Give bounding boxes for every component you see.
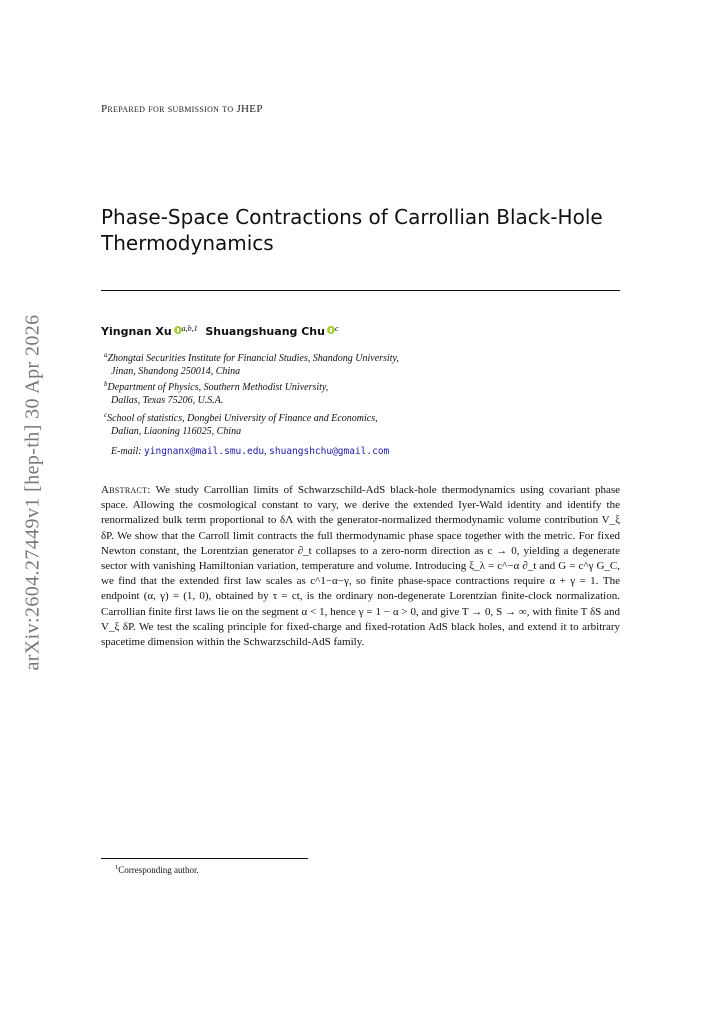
affiliation: $^a$Zhongtai Securities Institute for Financial Studies, Shandong University, Jinan, Shandong 250014, China — [104, 351, 399, 377]
abstract-heading: Abstract: — [101, 484, 151, 496]
abstract-text: We study Carrollian limits of Schwarzschild-AdS black-hole thermodynamics using covariant phase space. Allowing the cosmological constant to vary, we derive the extended Iyer-Wald identity and identify the renormalized bulk term proportional to δΛ with the generator-normalized thermodynamic volume contribution V_ξ δP. We show that the Carroll limit contracts the full thermodynamic phase space together with the metric. For fixed Newton constant, the Lorentzian generator ∂_t collapses to a zero-norm direction as c → 0, yielding a degenerate sector with vanishing Hamiltonian variation, temperature and volume. Introducing ξ_λ = c^−α ∂_t and G = c^γ G_C, we find that the extended first law scales as c^1−α−γ, so finite phase-space contractions require α + γ = 1. The endpoint (α, γ) = (1, 0), obtained by τ = ct, is the ordinary non-degenerate Lorentzian finite-clock normalization. Carrollian finite first laws lie on the segment α < 1, hence γ = 1 − α > 0, and give T → 0, S → ∞, with finite T δS and V_ξ δP. We test the scaling principle for fixed-charge and fixed-rotation AdS black holes, and extend it to arbitrary spacetime dimension within the Schwarzschild-AdS family. — [101, 484, 620, 649]
email-link[interactable]: yingnanx@mail.smu.edu — [144, 446, 265, 457]
title-rule — [101, 290, 620, 291]
author-name: Shuangshuang Chu — [205, 325, 325, 338]
orcid-icon[interactable] — [174, 326, 182, 334]
author-name: Yingnan Xu — [101, 325, 172, 338]
abstract — [101, 483, 620, 650]
arxiv-id-text: arXiv:2604.27449v1 [hep-th] 30 Apr 2026 — [21, 313, 44, 671]
affiliation: $^c$School of statistics, Dongbei University of Finance and Economics, Dalian, Liaoning 116025, China — [104, 411, 378, 437]
author-list — [101, 324, 339, 338]
author-affil-mark: c — [334, 324, 339, 333]
email-label: E-mail: — [111, 446, 142, 457]
orcid-icon[interactable] — [327, 326, 335, 334]
author-affil-mark: a,b,1 — [181, 324, 198, 333]
footnote: $^1$Corresponding author. — [115, 864, 199, 875]
prepared-for-submission: Prepared for submission to JHEP — [101, 103, 263, 115]
email-line: E-mail: yingnanx@mail.smu.edu, shuangshchu@gmail.com — [111, 446, 390, 457]
footnote-rule — [101, 858, 308, 859]
paper-title: Phase-Space Contractions of Carrollian Black-Hole Thermodynamics — [101, 205, 603, 255]
email-link[interactable]: shuangshchu@gmail.com — [269, 446, 390, 457]
arxiv-sidebar-stamp — [13, 297, 53, 687]
affiliation: $^b$Department of Physics, Southern Methodist University, Dallas, Texas 75206, U.S.A. — [104, 380, 329, 406]
